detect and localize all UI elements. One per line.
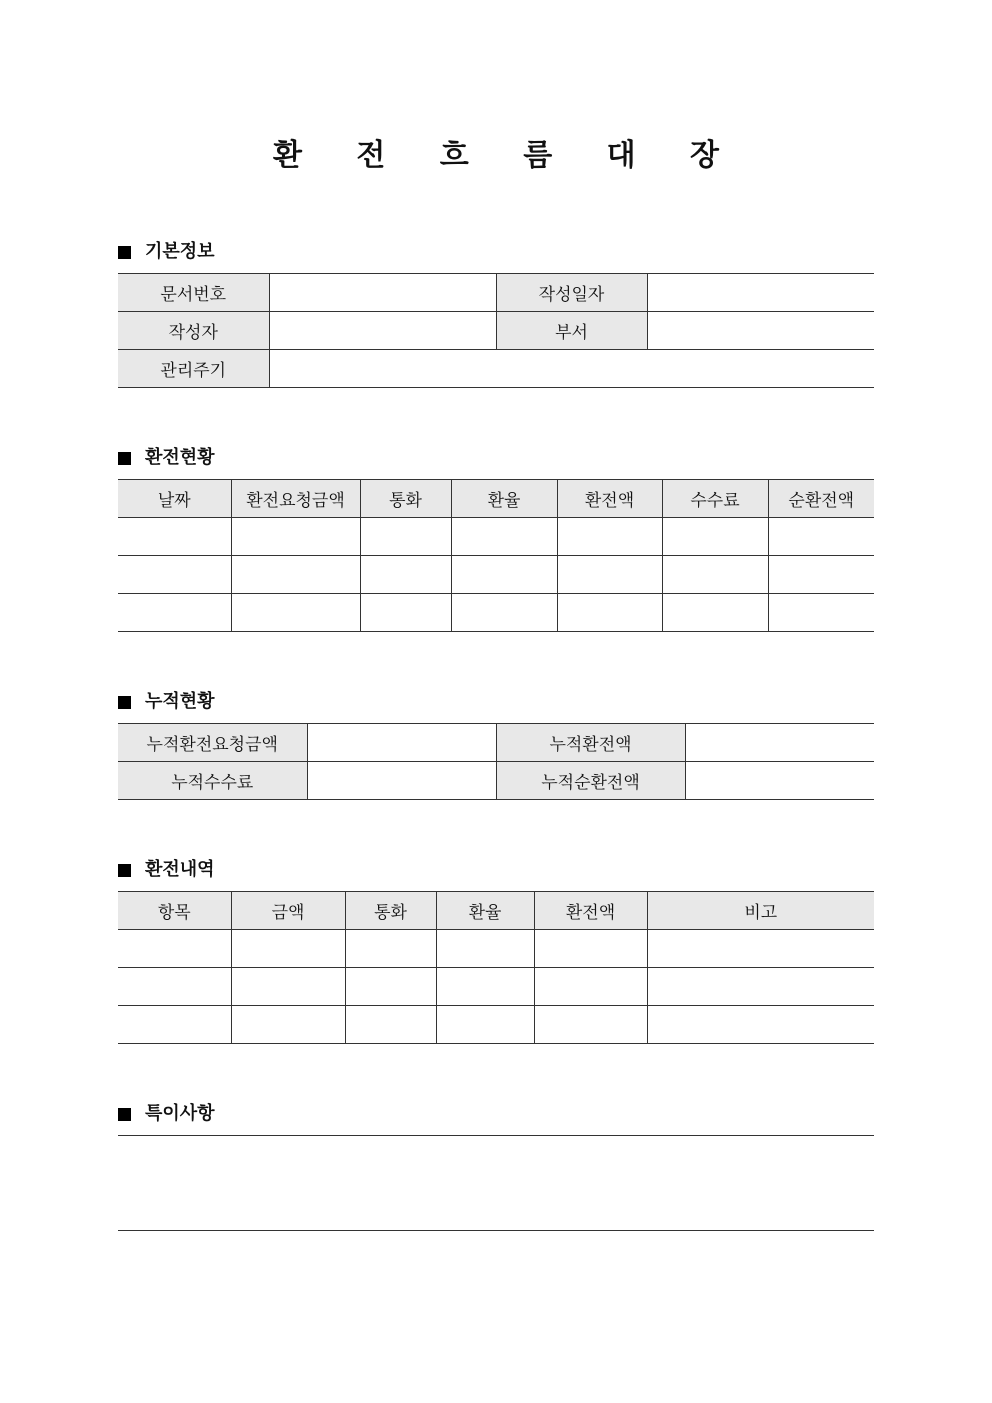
- table-row: [118, 930, 874, 968]
- table-cell[interactable]: [436, 1006, 534, 1044]
- details-table: [118, 891, 874, 1044]
- details-heading: [118, 858, 215, 882]
- square-bullet-icon: [118, 246, 131, 259]
- basic-info-table: [118, 273, 874, 388]
- cumulative-net-label: 누적순환전액: [496, 762, 685, 800]
- status-table: [118, 479, 874, 632]
- table-cell[interactable]: [451, 518, 557, 556]
- column-header-remarks: 비고: [647, 892, 874, 930]
- department-label: 부서: [496, 312, 647, 350]
- table-row: [118, 518, 874, 556]
- table-cell[interactable]: [345, 1006, 436, 1044]
- table-cell[interactable]: [768, 518, 874, 556]
- table-cell[interactable]: [662, 518, 768, 556]
- column-header-rate: 환율: [451, 480, 557, 518]
- table-cell[interactable]: [231, 594, 360, 632]
- table-cell[interactable]: [360, 556, 451, 594]
- cycle-label: 관리주기: [118, 350, 269, 388]
- table-cell[interactable]: [662, 556, 768, 594]
- status-heading: [118, 446, 215, 470]
- table-cell[interactable]: [345, 930, 436, 968]
- table-cell[interactable]: [436, 930, 534, 968]
- cumulative-heading-label: 누적현황: [145, 691, 215, 712]
- table-cell[interactable]: [662, 594, 768, 632]
- cumulative-fee-field[interactable]: [307, 762, 496, 800]
- column-header-request-amount: 환전요청금액: [231, 480, 360, 518]
- table-row: [118, 312, 874, 350]
- table-cell[interactable]: [118, 556, 231, 594]
- cumulative-table: [118, 723, 874, 800]
- table-cell[interactable]: [768, 594, 874, 632]
- cumulative-request-field[interactable]: [307, 724, 496, 762]
- date-field[interactable]: [647, 274, 874, 312]
- notes-heading-label: 특이사항: [145, 1103, 215, 1124]
- cycle-field[interactable]: [269, 350, 874, 388]
- cumulative-net-field[interactable]: [685, 762, 874, 800]
- table-cell[interactable]: [231, 1006, 345, 1044]
- column-header-currency: 통화: [360, 480, 451, 518]
- table-header-row: [118, 480, 874, 518]
- notes-field[interactable]: [118, 1135, 874, 1231]
- table-cell[interactable]: [231, 518, 360, 556]
- table-cell[interactable]: [557, 518, 662, 556]
- column-header-rate: 환율: [436, 892, 534, 930]
- cumulative-fee-label: 누적수수료: [118, 762, 307, 800]
- table-cell[interactable]: [534, 968, 647, 1006]
- cumulative-request-label: 누적환전요청금액: [118, 724, 307, 762]
- table-cell[interactable]: [534, 930, 647, 968]
- table-header-row: [118, 892, 874, 930]
- author-field[interactable]: [269, 312, 496, 350]
- page-title: 환 전 흐 름 대 장: [272, 138, 742, 173]
- table-cell[interactable]: [557, 594, 662, 632]
- column-header-exchanged-amount: 환전액: [557, 480, 662, 518]
- date-label: 작성일자: [496, 274, 647, 312]
- table-cell[interactable]: [451, 594, 557, 632]
- table-cell[interactable]: [360, 594, 451, 632]
- cumulative-heading: [118, 690, 215, 714]
- table-row: [118, 350, 874, 388]
- table-cell[interactable]: [360, 518, 451, 556]
- basic-info-heading-label: 기본정보: [145, 241, 215, 262]
- cumulative-exchanged-label: 누적환전액: [496, 724, 685, 762]
- table-cell[interactable]: [118, 930, 231, 968]
- table-cell[interactable]: [118, 518, 231, 556]
- department-field[interactable]: [647, 312, 874, 350]
- table-cell[interactable]: [451, 556, 557, 594]
- table-cell[interactable]: [118, 594, 231, 632]
- square-bullet-icon: [118, 1108, 131, 1121]
- column-header-exchanged-amount: 환전액: [534, 892, 647, 930]
- table-row: [118, 724, 874, 762]
- column-header-amount: 금액: [231, 892, 345, 930]
- details-heading-label: 환전내역: [145, 859, 215, 880]
- table-cell[interactable]: [534, 1006, 647, 1044]
- table-row: [118, 968, 874, 1006]
- table-cell[interactable]: [118, 1006, 231, 1044]
- table-cell[interactable]: [118, 968, 231, 1006]
- table-cell[interactable]: [647, 930, 874, 968]
- column-header-item: 항목: [118, 892, 231, 930]
- table-cell[interactable]: [647, 1006, 874, 1044]
- column-header-currency: 통화: [345, 892, 436, 930]
- table-cell[interactable]: [345, 968, 436, 1006]
- square-bullet-icon: [118, 452, 131, 465]
- doc-number-field[interactable]: [269, 274, 496, 312]
- table-cell[interactable]: [768, 556, 874, 594]
- table-cell[interactable]: [231, 968, 345, 1006]
- table-row: [118, 594, 874, 632]
- square-bullet-icon: [118, 696, 131, 709]
- table-row: [118, 762, 874, 800]
- table-cell[interactable]: [231, 556, 360, 594]
- basic-info-heading: [118, 240, 215, 264]
- table-row: [118, 556, 874, 594]
- square-bullet-icon: [118, 864, 131, 877]
- column-header-fee: 수수료: [662, 480, 768, 518]
- table-cell[interactable]: [231, 930, 345, 968]
- table-cell[interactable]: [436, 968, 534, 1006]
- table-cell[interactable]: [647, 968, 874, 1006]
- notes-heading: [118, 1102, 215, 1126]
- table-cell[interactable]: [557, 556, 662, 594]
- column-header-date: 날짜: [118, 480, 231, 518]
- doc-number-label: 문서번호: [118, 274, 269, 312]
- author-label: 작성자: [118, 312, 269, 350]
- table-row: [118, 274, 874, 312]
- status-heading-label: 환전현황: [145, 447, 215, 468]
- table-row: [118, 1006, 874, 1044]
- cumulative-exchanged-field[interactable]: [685, 724, 874, 762]
- column-header-net-amount: 순환전액: [768, 480, 874, 518]
